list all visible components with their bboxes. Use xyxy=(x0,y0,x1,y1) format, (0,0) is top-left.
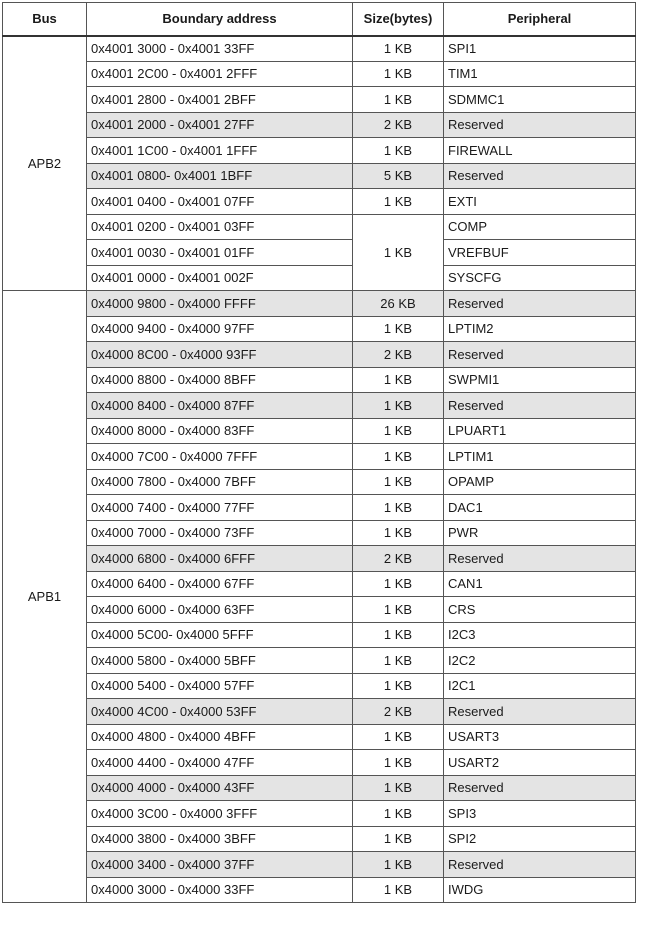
size-cell: 2 KB xyxy=(353,699,444,725)
size-cell: 1 KB xyxy=(353,61,444,87)
peripheral-cell: Reserved xyxy=(444,342,636,368)
boundary-address-cell: 0x4000 7C00 - 0x4000 7FFF xyxy=(87,444,353,470)
table-row xyxy=(3,36,636,62)
size-cell: 1 KB xyxy=(353,877,444,903)
size-cell: 26 KB xyxy=(353,291,444,317)
size-cell: 1 KB xyxy=(353,750,444,776)
peripheral-cell: COMP xyxy=(444,214,636,240)
table-row xyxy=(3,163,636,189)
boundary-address-cell: 0x4001 0200 - 0x4001 03FF xyxy=(87,214,353,240)
peripheral-cell: SYSCFG xyxy=(444,265,636,291)
size-cell: 1 KB xyxy=(353,826,444,852)
boundary-address-cell: 0x4000 8400 - 0x4000 87FF xyxy=(87,393,353,419)
table-row xyxy=(3,571,636,597)
header-row xyxy=(3,3,636,36)
peripheral-cell: CRS xyxy=(444,597,636,623)
boundary-address-cell: 0x4001 0000 - 0x4001 002F xyxy=(87,265,353,291)
boundary-address-cell: 0x4000 9400 - 0x4000 97FF xyxy=(87,316,353,342)
peripheral-cell: I2C2 xyxy=(444,648,636,674)
peripheral-cell: USART3 xyxy=(444,724,636,750)
boundary-address-cell: 0x4000 3800 - 0x4000 3BFF xyxy=(87,826,353,852)
table-row xyxy=(3,112,636,138)
table-row xyxy=(3,469,636,495)
boundary-address-cell: 0x4000 9800 - 0x4000 FFFF xyxy=(87,291,353,317)
boundary-address-cell: 0x4000 8000 - 0x4000 83FF xyxy=(87,418,353,444)
boundary-address-cell: 0x4001 2000 - 0x4001 27FF xyxy=(87,112,353,138)
table-row xyxy=(3,418,636,444)
size-cell: 1 KB xyxy=(353,520,444,546)
header-size: Size(bytes) xyxy=(353,3,444,36)
size-cell: 1 KB xyxy=(353,495,444,521)
peripheral-cell: TIM1 xyxy=(444,61,636,87)
size-cell: 1 KB xyxy=(353,775,444,801)
size-cell: 1 KB xyxy=(353,367,444,393)
peripheral-cell: Reserved xyxy=(444,775,636,801)
table-row xyxy=(3,367,636,393)
table-body xyxy=(3,36,636,903)
table-row xyxy=(3,520,636,546)
boundary-address-cell: 0x4001 3000 - 0x4001 33FF xyxy=(87,36,353,62)
boundary-address-cell: 0x4000 3400 - 0x4000 37FF xyxy=(87,852,353,878)
header-bus: Bus xyxy=(3,3,87,36)
peripheral-cell: PWR xyxy=(444,520,636,546)
table-row xyxy=(3,87,636,113)
bus-cell: APB1 xyxy=(3,291,87,903)
table-row xyxy=(3,61,636,87)
peripheral-cell: LPTIM2 xyxy=(444,316,636,342)
table-row xyxy=(3,214,636,240)
boundary-address-cell: 0x4000 4C00 - 0x4000 53FF xyxy=(87,699,353,725)
size-cell: 5 KB xyxy=(353,163,444,189)
peripheral-cell: Reserved xyxy=(444,546,636,572)
peripheral-cell: SPI3 xyxy=(444,801,636,827)
size-cell: 2 KB xyxy=(353,112,444,138)
table-row xyxy=(3,852,636,878)
peripheral-cell: SPI2 xyxy=(444,826,636,852)
boundary-address-cell: 0x4000 3C00 - 0x4000 3FFF xyxy=(87,801,353,827)
size-cell: 1 KB xyxy=(353,673,444,699)
peripheral-cell: FIREWALL xyxy=(444,138,636,164)
table-row xyxy=(3,291,636,317)
boundary-address-cell: 0x4000 6800 - 0x4000 6FFF xyxy=(87,546,353,572)
boundary-address-cell: 0x4000 4800 - 0x4000 4BFF xyxy=(87,724,353,750)
peripheral-cell: I2C3 xyxy=(444,622,636,648)
size-cell: 1 KB xyxy=(353,214,444,291)
boundary-address-cell: 0x4000 8C00 - 0x4000 93FF xyxy=(87,342,353,368)
header-peripheral: Peripheral xyxy=(444,3,636,36)
header-boundary-address: Boundary address xyxy=(87,3,353,36)
boundary-address-cell: 0x4001 2800 - 0x4001 2BFF xyxy=(87,87,353,113)
size-cell: 1 KB xyxy=(353,597,444,623)
table-row xyxy=(3,699,636,725)
peripheral-cell: VREFBUF xyxy=(444,240,636,266)
boundary-address-cell: 0x4000 5400 - 0x4000 57FF xyxy=(87,673,353,699)
table-row xyxy=(3,750,636,776)
table-row xyxy=(3,444,636,470)
memory-map-table xyxy=(2,2,636,903)
table-row xyxy=(3,495,636,521)
peripheral-cell: USART2 xyxy=(444,750,636,776)
size-cell: 1 KB xyxy=(353,87,444,113)
size-cell: 1 KB xyxy=(353,469,444,495)
size-cell: 1 KB xyxy=(353,393,444,419)
peripheral-cell: IWDG xyxy=(444,877,636,903)
size-cell: 2 KB xyxy=(353,342,444,368)
table-row xyxy=(3,826,636,852)
peripheral-cell: Reserved xyxy=(444,291,636,317)
peripheral-cell: Reserved xyxy=(444,163,636,189)
table-row xyxy=(3,622,636,648)
table-row xyxy=(3,342,636,368)
table-row xyxy=(3,240,636,266)
table-row xyxy=(3,265,636,291)
size-cell: 1 KB xyxy=(353,571,444,597)
table-row xyxy=(3,597,636,623)
size-cell: 1 KB xyxy=(353,648,444,674)
size-cell: 1 KB xyxy=(353,444,444,470)
peripheral-cell: SPI1 xyxy=(444,36,636,62)
boundary-address-cell: 0x4000 8800 - 0x4000 8BFF xyxy=(87,367,353,393)
size-cell: 1 KB xyxy=(353,316,444,342)
peripheral-cell: DAC1 xyxy=(444,495,636,521)
size-cell: 1 KB xyxy=(353,622,444,648)
boundary-address-cell: 0x4000 7000 - 0x4000 73FF xyxy=(87,520,353,546)
table-row xyxy=(3,138,636,164)
table-row xyxy=(3,648,636,674)
table-row xyxy=(3,801,636,827)
size-cell: 1 KB xyxy=(353,138,444,164)
boundary-address-cell: 0x4000 3000 - 0x4000 33FF xyxy=(87,877,353,903)
table-row xyxy=(3,546,636,572)
boundary-address-cell: 0x4001 0400 - 0x4001 07FF xyxy=(87,189,353,215)
size-cell: 1 KB xyxy=(353,36,444,62)
boundary-address-cell: 0x4000 7400 - 0x4000 77FF xyxy=(87,495,353,521)
bus-cell: APB2 xyxy=(3,36,87,291)
peripheral-cell: SDMMC1 xyxy=(444,87,636,113)
peripheral-cell: EXTI xyxy=(444,189,636,215)
table-row xyxy=(3,189,636,215)
peripheral-cell: SWPMI1 xyxy=(444,367,636,393)
peripheral-cell: LPTIM1 xyxy=(444,444,636,470)
table-row xyxy=(3,877,636,903)
peripheral-cell: Reserved xyxy=(444,393,636,419)
boundary-address-cell: 0x4000 4400 - 0x4000 47FF xyxy=(87,750,353,776)
boundary-address-cell: 0x4001 0800- 0x4001 1BFF xyxy=(87,163,353,189)
size-cell: 1 KB xyxy=(353,724,444,750)
peripheral-cell: CAN1 xyxy=(444,571,636,597)
peripheral-cell: LPUART1 xyxy=(444,418,636,444)
peripheral-cell: I2C1 xyxy=(444,673,636,699)
boundary-address-cell: 0x4000 5800 - 0x4000 5BFF xyxy=(87,648,353,674)
size-cell: 1 KB xyxy=(353,852,444,878)
size-cell: 1 KB xyxy=(353,418,444,444)
table-row xyxy=(3,316,636,342)
boundary-address-cell: 0x4000 7800 - 0x4000 7BFF xyxy=(87,469,353,495)
peripheral-cell: Reserved xyxy=(444,852,636,878)
boundary-address-cell: 0x4001 0030 - 0x4001 01FF xyxy=(87,240,353,266)
boundary-address-cell: 0x4000 6000 - 0x4000 63FF xyxy=(87,597,353,623)
peripheral-cell: Reserved xyxy=(444,699,636,725)
table-row xyxy=(3,393,636,419)
boundary-address-cell: 0x4000 5C00- 0x4000 5FFF xyxy=(87,622,353,648)
peripheral-cell: OPAMP xyxy=(444,469,636,495)
table-row xyxy=(3,775,636,801)
boundary-address-cell: 0x4000 6400 - 0x4000 67FF xyxy=(87,571,353,597)
boundary-address-cell: 0x4001 1C00 - 0x4001 1FFF xyxy=(87,138,353,164)
size-cell: 1 KB xyxy=(353,801,444,827)
table-row xyxy=(3,673,636,699)
size-cell: 1 KB xyxy=(353,189,444,215)
table-row xyxy=(3,724,636,750)
boundary-address-cell: 0x4001 2C00 - 0x4001 2FFF xyxy=(87,61,353,87)
size-cell: 2 KB xyxy=(353,546,444,572)
peripheral-cell: Reserved xyxy=(444,112,636,138)
boundary-address-cell: 0x4000 4000 - 0x4000 43FF xyxy=(87,775,353,801)
